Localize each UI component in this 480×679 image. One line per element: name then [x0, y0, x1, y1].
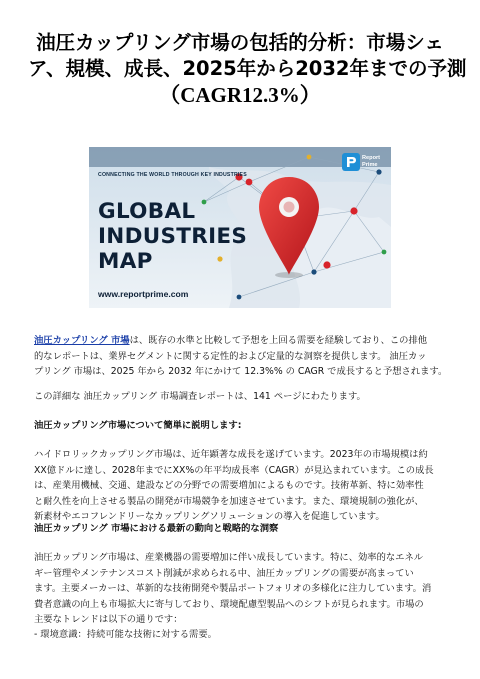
intro-line-3: プリング 市場は、2025 年から 2032 年にかけて 12.3%% の CAGR で成長すると予想されます。	[34, 366, 448, 378]
logo-line-1: Report	[362, 155, 381, 161]
trends-line-3: ます。主要メーカーは、革新的な技術開発や製品ポートフォリオの多様化に注力しています。消	[34, 583, 432, 595]
trends-line-4: 費者意識の向上も市場拡大に寄与しており、環境配慮型製品へのシフトが見られます。市場の	[34, 598, 424, 610]
title-line-2: ア、規模、成長、2025年から2032年までの予測	[28, 57, 467, 80]
section-heading-overview	[34, 418, 448, 434]
banner-tagline: CONNECTING THE WORLD THROUGH KEY INDUSTRIES	[98, 172, 247, 178]
intro-line-1-text: は、既存の水準と比較して予想を上回る需要を経験しており、この排他	[129, 335, 428, 346]
intro-line-2: 的なレポートは、業界セグメントに関する定性的および定量的な洞察を提供します。 油圧カッ	[34, 350, 427, 362]
trend-bullet-list	[34, 627, 448, 643]
global-industries-map-banner	[89, 147, 391, 308]
report-prime-logo-icon	[342, 153, 360, 171]
market-report-link[interactable]: 油圧カップリング 市場	[34, 335, 130, 346]
banner-headline-line-3: MAP	[98, 249, 153, 274]
title-line-1: 油圧カップリング市場の包括的分析：市場シェ	[36, 31, 444, 54]
banner-url: www.reportprime.com	[98, 289, 189, 299]
trends-line-2: ギー管理やメンテナンスコスト削減が求められる中、油圧カップリングの需要が高まってい	[34, 567, 414, 579]
section-heading-trends	[34, 521, 448, 537]
section-heading-overview-text: 油圧カップリング市場について簡単に説明します:	[34, 420, 242, 431]
banner-headline-line-2: INDUSTRIES	[98, 224, 248, 249]
overview-line-1: ハイドロリックカップリング市場は、近年顕著な成長を遂げています。2023年の市場規模は約	[34, 449, 428, 460]
report-prime-logo	[342, 150, 390, 178]
banner-headline-line-1: GLOBAL	[98, 199, 196, 224]
document-title	[28, 30, 467, 108]
section-heading-trends-text: 油圧カップリング 市場における最新の動向と戦略的な洞察	[34, 523, 279, 534]
report-prime-logo-text	[362, 155, 380, 169]
pages-note	[34, 389, 448, 405]
trends-line-1: 油圧カップリング市場は、産業機器の需要増加に伴い成長しています。特に、効率的なエネル	[34, 552, 424, 563]
pages-note-text: この詳細な 油圧カップリング 市場調査レポートは、141 ページにわたります。	[34, 391, 366, 402]
logo-line-2: Prime	[362, 162, 378, 168]
intro-line-1	[34, 333, 448, 349]
trends-line-5: 主要なトレンドは以下の通りです：	[34, 614, 183, 626]
overview-line-5: 新素材やエコフレンドリーなカップリングソリューションの導入を促進しています。	[34, 511, 385, 523]
overview-line-3: は、産業用機械、交通、建設などの分野での需要増加によるものです。技術革新、特に効率性	[34, 480, 424, 492]
overview-line-4: と耐久性を向上させる製品の開発が市場競争を加速させています。また、環境規制の強化が、	[34, 495, 424, 507]
intro-paragraph	[34, 333, 448, 380]
overview-paragraph	[34, 447, 448, 525]
title-line-3: （CAGR12.3%）	[159, 83, 321, 107]
overview-line-2: XX億ドルに達し、2028年までにXX%の年平均成長率（CAGR）が見込まれています。この成長	[34, 464, 434, 476]
trends-paragraph	[34, 550, 448, 628]
trend-bullet-item: - 環境意識：持続可能な技術に対する需要。	[34, 629, 217, 640]
